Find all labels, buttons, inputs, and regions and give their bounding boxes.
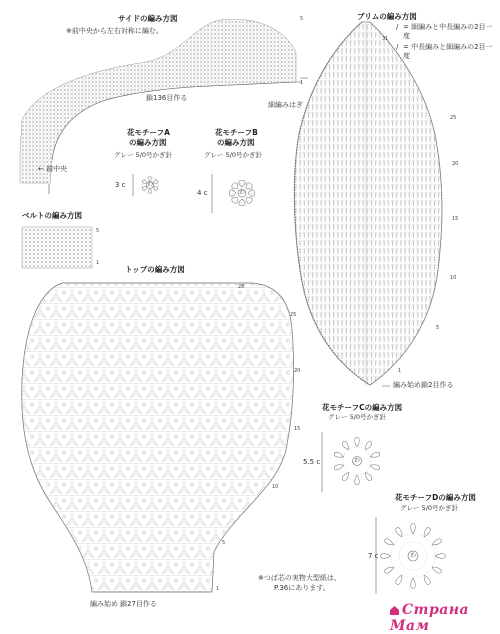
top-row-number: 20: [294, 368, 301, 374]
top-row-number: 1: [216, 586, 220, 592]
motif-a-subtitle: の編み方図: [129, 138, 167, 147]
side-row-number: 1: [300, 80, 304, 86]
brim-row-number: 20: [452, 161, 459, 167]
brim-start-chain: 鎖2目作る: [421, 381, 454, 389]
brim-legend-1: = 細編みと中長編みの2目一度: [403, 23, 493, 40]
side-note: ※前中央から左右対称に編む。: [66, 27, 163, 35]
motif-d-title: 花モチーフDの編み方図: [395, 493, 476, 502]
motif-d-ring-label: わ: [410, 552, 417, 559]
motif-b-subtitle: の編み方図: [217, 138, 255, 147]
belt-diagram: [22, 227, 92, 268]
motif-b-title: 花モチーフB: [215, 128, 258, 137]
top-row-number: 5: [222, 540, 226, 546]
top-start-chain: 鎖27目作る: [120, 600, 157, 608]
side-row-number: 5: [300, 16, 304, 22]
brim-legend-symbol-2: /: [396, 43, 399, 51]
brim-title: ブリムの編み方図: [357, 12, 417, 21]
brim-row-number: 10: [450, 275, 457, 281]
motif-a-ring-label: わ: [147, 181, 154, 188]
brim-row-number: 1: [398, 368, 402, 374]
watermark-text: Страна Мам: [390, 602, 470, 634]
motif-a-spec: グレー 5/0号かぎ針: [114, 151, 173, 159]
brim-legend-symbol-1: /: [396, 23, 399, 31]
top-row-number: 28: [238, 284, 245, 290]
side-center-label: ← 前中央: [38, 165, 68, 173]
top-start-label: 編み始め: [90, 600, 118, 608]
pattern-note-line-1: ※つば芯の実物大型紙は、: [258, 574, 341, 582]
side-start-label: 鎖136目作る: [146, 94, 188, 102]
motif-c-size: 5.5 c: [303, 458, 321, 466]
motif-a-size: 3 c: [115, 181, 126, 189]
brim-row-number: 31: [382, 36, 389, 42]
pattern-note-line-2: P.36にあります。: [274, 584, 330, 592]
motif-a-title: 花モチーフA: [127, 128, 170, 137]
top-row-number: 10: [272, 484, 279, 490]
belt-row-number: 5: [96, 228, 100, 234]
brim-diagram: [290, 15, 450, 390]
brim-row-number: 15: [452, 216, 459, 222]
side-title: サイドの編み方図: [118, 14, 178, 23]
motif-b-size: 4 c: [197, 189, 208, 197]
motif-d-spec: グレー 5/0号かぎ針: [400, 504, 459, 512]
brim-legend-2: = 中長編みと細編みの2目一度: [403, 43, 493, 60]
watermark: [390, 602, 500, 634]
brim-row-number: 5: [436, 325, 440, 331]
top-title: トップの編み方図: [125, 265, 185, 274]
house-icon: [390, 606, 399, 615]
top-row-number: 15: [294, 426, 301, 432]
motif-c-ring-label: わ: [354, 457, 361, 464]
motif-b-spec: グレー 5/0号かぎ針: [204, 151, 263, 159]
motif-d-size: 7 c: [368, 552, 379, 560]
belt-title: ベルトの編み方図: [22, 211, 82, 220]
motif-b-ring-label: わ: [239, 189, 246, 196]
top-row-number: 25: [290, 312, 297, 318]
belt-row-number: 1: [96, 260, 100, 266]
brim-start-label: 編み始め: [393, 381, 421, 389]
brim-joint-label: 細編みはぎ: [268, 101, 303, 109]
motif-c-spec: グレー 5/0号かぎ針: [328, 413, 387, 421]
motif-c-title: 花モチーフCの編み方図: [322, 403, 403, 412]
brim-row-number: 25: [450, 115, 457, 121]
